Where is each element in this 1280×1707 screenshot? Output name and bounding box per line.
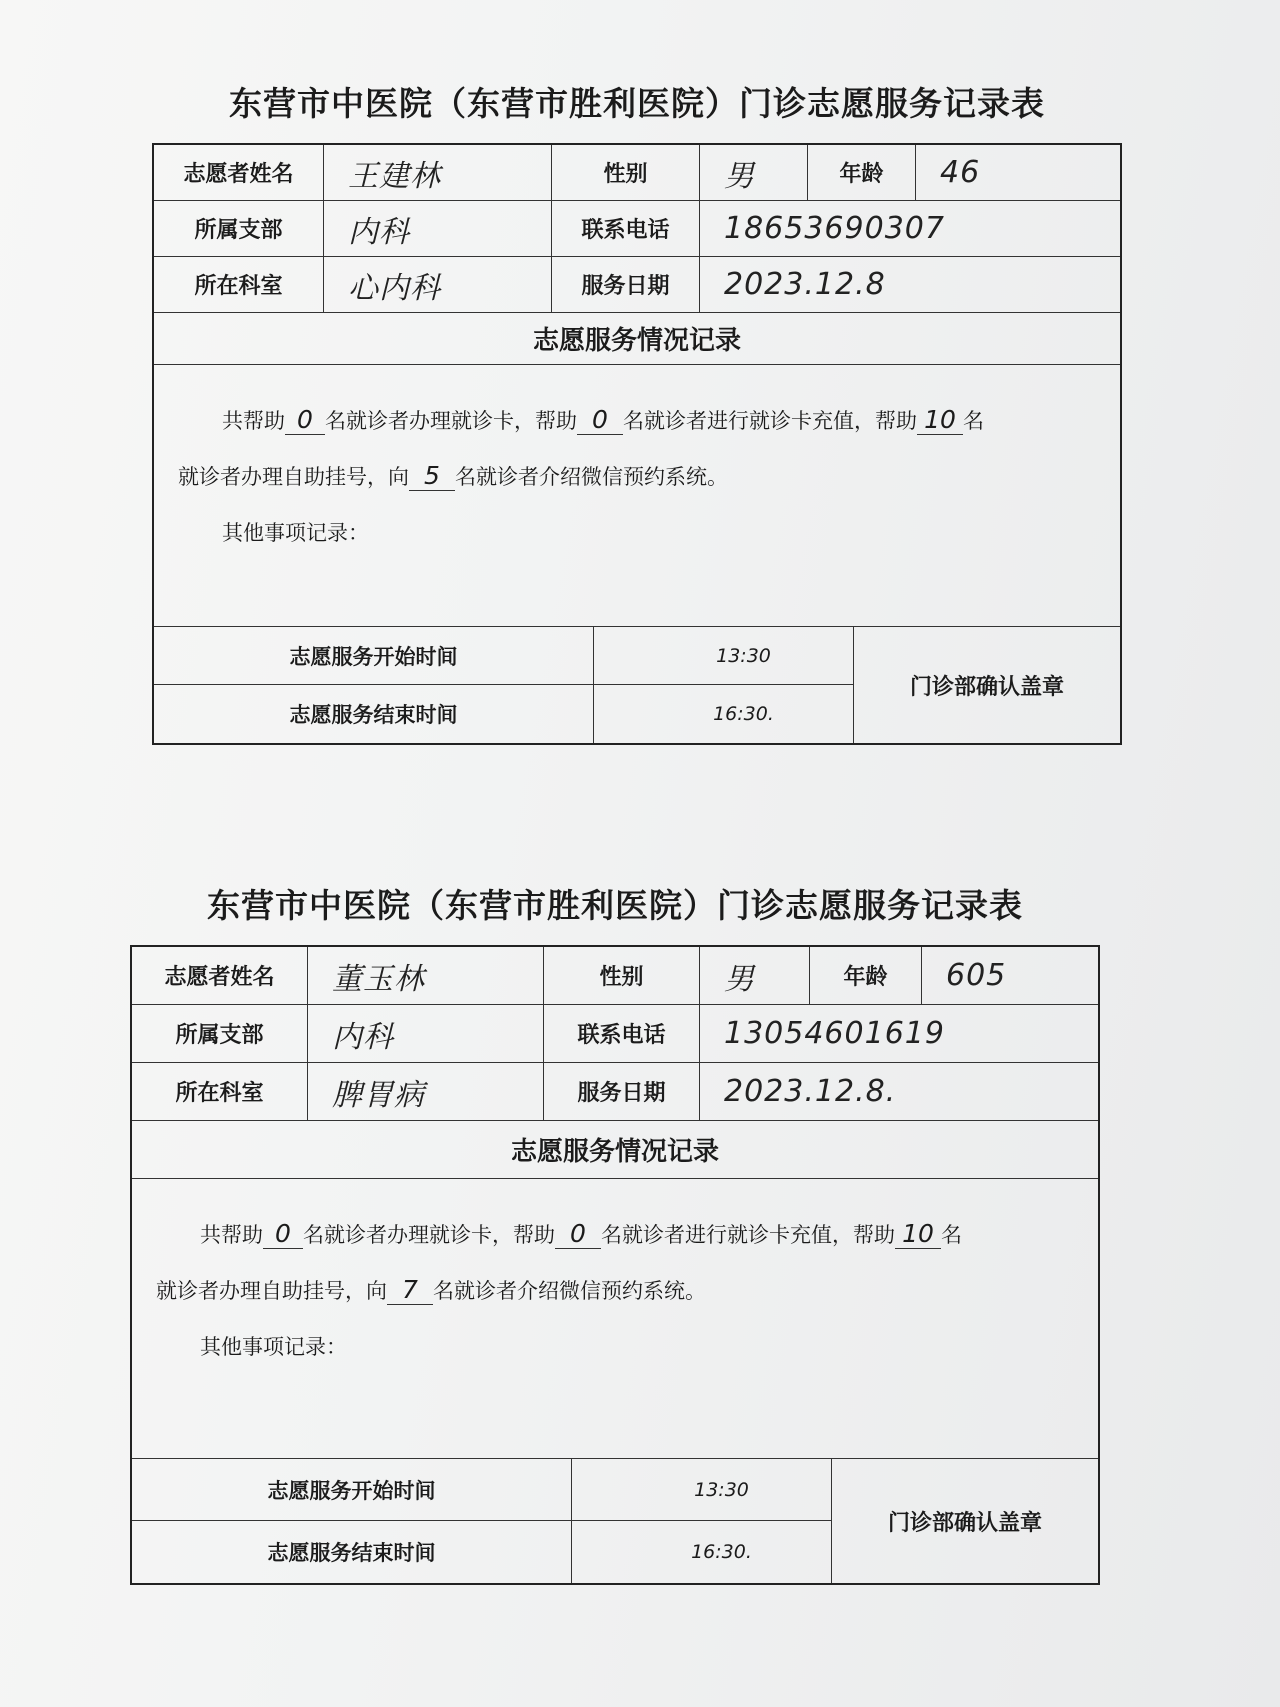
label-dept: 所在科室	[154, 257, 324, 312]
record-line-2	[178, 449, 1100, 505]
value-name: 董玉林	[308, 947, 544, 1004]
count-register: 10	[895, 1220, 941, 1249]
count-recharge: 0	[555, 1220, 601, 1249]
row-name	[132, 947, 1098, 1005]
time-block	[154, 627, 1120, 743]
record-text: 共帮助	[222, 409, 285, 433]
row-branch	[132, 1005, 1098, 1063]
count-wechat: 7	[387, 1276, 433, 1305]
label-age: 年龄	[810, 947, 922, 1004]
value-branch: 内科	[308, 1005, 544, 1062]
label-date: 服务日期	[552, 257, 700, 312]
value-phone: 13054601619	[724, 1016, 945, 1051]
row-section-title	[154, 313, 1120, 365]
time-rows	[154, 627, 854, 743]
count-wechat: 5	[409, 462, 455, 491]
label-name: 志愿者姓名	[132, 947, 308, 1004]
form-title: 东营市中医院（东营市胜利医院）门诊志愿服务记录表	[207, 886, 1023, 925]
label-start-time: 志愿服务开始时间	[132, 1459, 572, 1520]
section-title: 志愿服务情况记录	[510, 1137, 719, 1167]
value-phone: 18653690307	[724, 211, 945, 246]
value-branch: 内科	[324, 201, 552, 256]
label-phone: 联系电话	[552, 201, 700, 256]
end-time-row	[132, 1521, 831, 1583]
stamp-label: 门诊部确认盖章	[909, 673, 1064, 700]
end-time-row	[154, 685, 853, 743]
record-text: 名就诊者办理就诊卡，帮助	[325, 409, 577, 433]
record-line-1	[178, 393, 1100, 449]
label-age: 年龄	[808, 145, 916, 200]
form-grid	[152, 143, 1122, 745]
record-text: 名就诊者介绍微信预约系统。	[455, 465, 728, 489]
value-age: 605	[946, 958, 1007, 993]
label-branch: 所属支部	[132, 1005, 308, 1062]
volunteer-form-1	[152, 78, 1122, 745]
volunteer-form-2	[130, 880, 1100, 1585]
other-notes-label: 其他事项记录：	[222, 521, 369, 545]
form-grid	[130, 945, 1100, 1585]
record-text: 名就诊者办理就诊卡，帮助	[303, 1223, 555, 1247]
record-text: 名就诊者介绍微信预约系统。	[433, 1279, 706, 1303]
value-age: 46	[940, 155, 981, 190]
value-end-time: 16:30.	[713, 703, 774, 725]
row-branch	[154, 201, 1120, 257]
value-dept: 脾胃病	[308, 1063, 544, 1120]
label-gender: 性别	[552, 145, 700, 200]
label-phone: 联系电话	[544, 1005, 700, 1062]
count-recharge: 0	[577, 406, 623, 435]
label-date: 服务日期	[544, 1063, 700, 1120]
value-date: 2023.12.8.	[724, 1074, 897, 1109]
count-register: 10	[917, 406, 963, 435]
record-line-1	[156, 1207, 1078, 1263]
value-start-time: 13:30	[716, 644, 771, 667]
label-dept: 所在科室	[132, 1063, 308, 1120]
start-time-row	[132, 1459, 831, 1521]
section-title: 志愿服务情况记录	[532, 326, 741, 356]
record-text: 名就诊者进行就诊卡充值，帮助	[601, 1223, 895, 1247]
value-date: 2023.12.8	[724, 267, 886, 302]
record-text: 就诊者办理自助挂号，向	[156, 1279, 387, 1303]
label-name: 志愿者姓名	[154, 145, 324, 200]
row-dept	[154, 257, 1120, 313]
label-gender: 性别	[544, 947, 700, 1004]
stamp-label: 门诊部确认盖章	[887, 1509, 1042, 1536]
value-name: 王建林	[324, 145, 552, 200]
record-text: 名	[941, 1223, 962, 1247]
row-dept	[132, 1063, 1098, 1121]
label-start-time: 志愿服务开始时间	[154, 627, 594, 684]
record-text: 共帮助	[200, 1223, 263, 1247]
label-branch: 所属支部	[154, 201, 324, 256]
record-text: 名就诊者进行就诊卡充值，帮助	[623, 409, 917, 433]
time-block	[132, 1459, 1098, 1583]
row-section-title	[132, 1121, 1098, 1179]
value-end-time: 16:30.	[691, 1541, 752, 1563]
record-text: 名	[963, 409, 984, 433]
value-gender: 男	[700, 145, 808, 200]
time-rows	[132, 1459, 832, 1583]
service-record	[154, 365, 1120, 627]
service-record	[132, 1179, 1098, 1459]
value-start-time: 13:30	[694, 1478, 749, 1501]
record-line-2	[156, 1263, 1078, 1319]
count-cards: 0	[263, 1220, 303, 1249]
label-end-time: 志愿服务结束时间	[132, 1521, 572, 1583]
form-title: 东营市中医院（东营市胜利医院）门诊志愿服务记录表	[229, 84, 1045, 123]
record-text: 就诊者办理自助挂号，向	[178, 465, 409, 489]
other-notes-label: 其他事项记录：	[200, 1335, 347, 1359]
label-end-time: 志愿服务结束时间	[154, 685, 594, 743]
value-gender: 男	[700, 947, 810, 1004]
count-cards: 0	[285, 406, 325, 435]
start-time-row	[154, 627, 853, 685]
value-dept: 心内科	[324, 257, 552, 312]
row-name	[154, 145, 1120, 201]
